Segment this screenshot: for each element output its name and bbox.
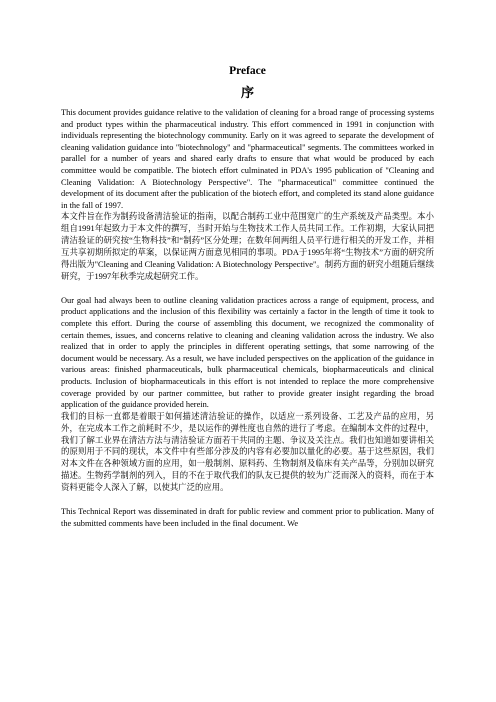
document-page [61,64,434,529]
paragraph-3-english: This Technical Report was disseminated in draft for public review and comment prior to publication. Many of the submitted comments have been included in the final document. We [61,507,434,528]
paragraph-2-english: Our goal had always been to outline cleaning validation practices across a range of equipment, process, and product applications and the inclusion of this flexibility was certainly a factor in the length of time it took to complete this effort. During the course of assembling this document, we recognized the commonality of certain themes, issues, and concerns relative to cleaning and cleaning validation across the industry. We also realized that in order to apply the principles in different operating settings, that some narrowing of the document would be necessary. As a result, we have included perspectives on the application of the guidance in various areas: finished pharmaceuticals, bulk pharmaceutical chemicals, biopharmaceuticals and clinical products. Inclusion of biopharmaceuticals in this effort is not intended to replace the more comprehensive coverage provided by our partner committee, but rather to provide greater insight regarding the broad application of the guidance provided herein. [61,295,434,410]
preface-title: Preface [229,65,266,77]
paragraph-2-chinese: 我们的目标一直都是着眼于如何描述清洁验证的操作，以适应一系列设备、工艺及产品的应用，另外，在完成本工作之前耗时不少，是以运作的弹性度也自然的进行了考虑。在编制本文件的过程中，我们了解工业界在清洁方法与清洁验证方面若干共同的主题、争议及关注点。我们也知道如要讲相关的原则用于不同的现状，本文件中有些部分涉及的内容有必要加以量化的必要。基于这些原因，我们对本文件在各种领域方面的应用，如一般制剂、原料药、生物制剂及临床有关产品等，分别加以研究描述。生物药学制剂的列入，目的不在于取代我们的队友已提供的较为广泛而深入的资料，而在于本资料更能令人深入了解，以使其广泛的应用。 [61,411,434,493]
preface-title-chinese: 序 [240,85,254,100]
paragraph-1-chinese: 本文件旨在作为制药设备清洁验证的指南，以配合制药工业中范围宽广的生产系统及产品类型。本小组自1991年起致力于本文件的撰写，当时开始与生物技术工作人员共同工作。工作初期，大家认同把清洁验证的研究按“生物科技”和“制药”区分处理；在数年间两组人员平行进行相关的开发工作，并相互共享初期所拟定的草案，以保证两方面意见相同的事项。PDA于1995年将“生物技术”方面的研究所得出版为"Cleaning and Cleaning Validation: A Biotechnology Perspective"。制药方面的研究小组随后继续研究，于1997年秋季完成起研究工作。 [61,212,434,281]
paragraph-1-english: This document provides guidance relative to the validation of cleaning for a broad range of processing systems and product types within the pharmaceutical industry. This effort commenced in 1991 in conjunction with individuals representing the biotechnology community. Early on it was agreed to separate the development of cleaning validation guidance into "biotechnology" and "pharmaceutical" segments. The committees worked in parallel for a number of years and shared early drafts to ensure that what would be produced by each committee would be compatible. The biotech effort culminated in PDA's 1995 publication of "Cleaning and Cleaning Validation: A Biotechnology Perspective". The "pharmaceutical" committee continued the development of its document after the publication of the biotech effort, and completed its stand alone guidance in the fall of 1997. [61,108,434,210]
